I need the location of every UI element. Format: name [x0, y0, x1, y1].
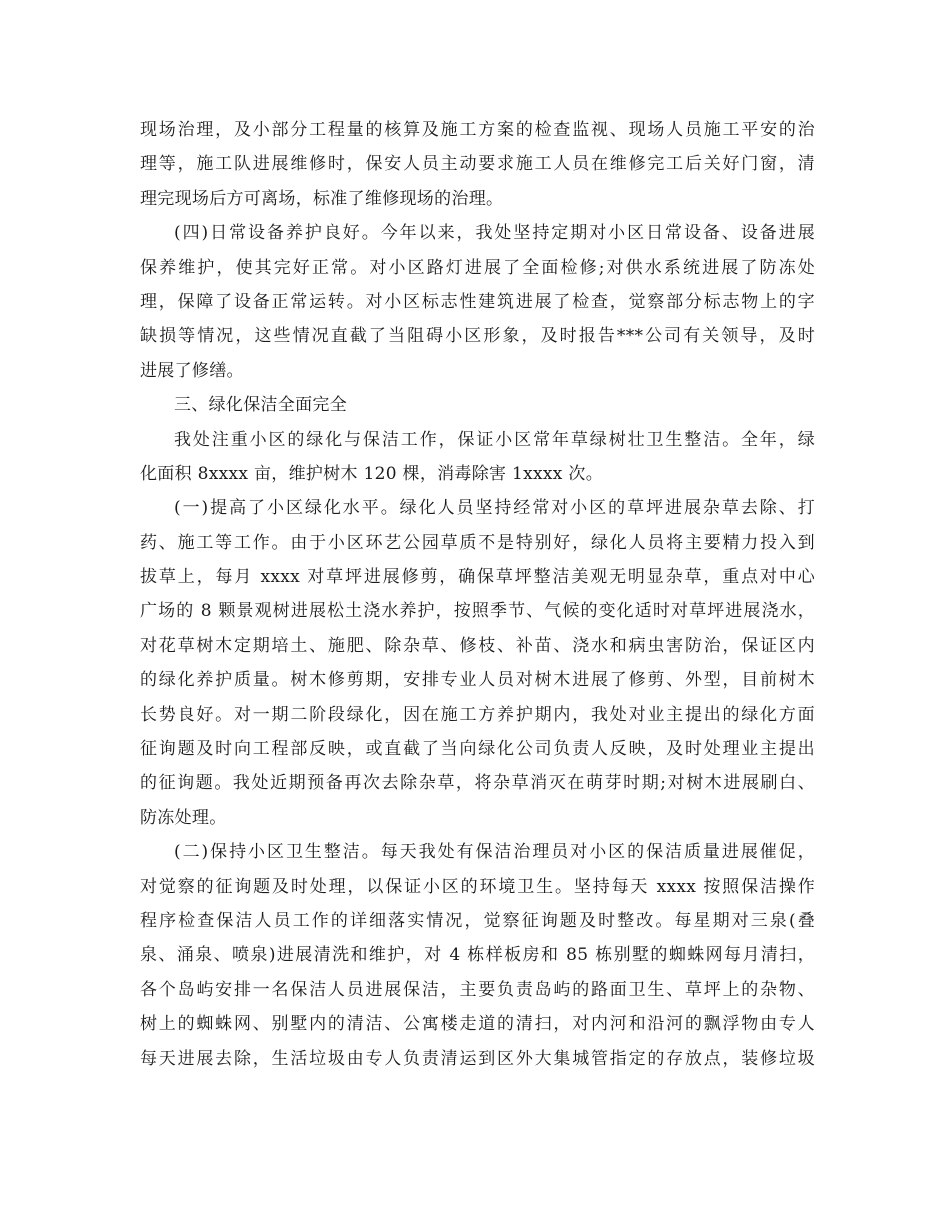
text-line: (一)提高了小区绿化水平。绿化人员坚持经常对小区的草坪进展杂草去除、打: [174, 498, 815, 519]
text-line: 拔草上，每月 xxxx 对草坪进展修剪，确保草坪整洁美观无明显杂草，重点对中心: [140, 567, 815, 588]
text-line: (四)日常设备养护良好。今年以来，我处坚持定期对小区日常设备、设备进展: [174, 223, 815, 244]
text-line: 三、绿化保洁全面完全: [174, 395, 347, 416]
text-line: 防冻处理。: [140, 807, 227, 828]
text-line: 进展了修缮。: [140, 360, 244, 381]
text-line: 征询题及时向工程部反映，或直截了当向绿化公司负责人反映，及时处理业主提出: [140, 739, 815, 760]
text-line: 保养维护，使其完好正常。对小区路灯进展了全面检修;对供水系统进展了防冻处: [140, 257, 815, 278]
text-line: 我处注重小区的绿化与保洁工作，保证小区常年草绿树壮卫生整洁。全年，绿: [174, 429, 815, 450]
text-line: 每天进展去除，生活垃圾由专人负责清运到区外大集城管指定的存放点，装修垃圾: [140, 1048, 815, 1069]
text-line: 理，保障了设备正常运转。对小区标志性建筑进展了检查，觉察部分标志物上的字: [140, 291, 815, 312]
text-line: 现场治理，及小部分工程量的核算及施工方案的检查监视、现场人员施工平安的治: [140, 120, 815, 140]
text-line: 对觉察的征询题及时处理，以保证小区的环境卫生。坚持每天 xxxx 按照保洁操作: [140, 876, 815, 897]
text-line: 长势良好。对一期二阶段绿化，因在施工方养护期内，我处对业主提出的绿化方面: [140, 704, 815, 725]
text-line: 程序检查保洁人员工作的详细落实情况，觉察征询题及时整改。每星期对三泉(叠: [140, 910, 815, 931]
text-line: 理等，施工队进展维修时，保安人员主动要求施工人员在维修完工后关好门窗，清: [140, 154, 815, 175]
text-line: 的绿化养护质量。树木修剪期，安排专业人员对树木进展了修剪、外型，目前树木: [140, 670, 815, 691]
text-line: 理完现场后方可离场，标准了维修现场的治理。: [140, 188, 504, 209]
text-line: 化面积 8xxxx 亩，维护树木 120 棵，消毒除害 1xxxx 次。: [140, 463, 604, 484]
text-line: 树上的蜘蛛网、别墅内的清洁、公寓楼走道的清扫，对内河和沿河的飘浮物由专人: [140, 1014, 815, 1035]
text-line: (二)保持小区卫生整洁。每天我处有保洁治理员对小区的保洁质量进展催促，: [174, 842, 815, 863]
text-line: 对花草树木定期培土、施肥、除杂草、修枝、补苗、浇水和病虫害防治，保证区内: [140, 635, 815, 656]
text-line: 缺损等情况，这些情况直截了当阻碍小区形象，及时报告***公司有关领导，及时: [140, 326, 815, 347]
text-line: 药、施工等工作。由于小区环艺公园草质不是特别好，绿化人员将主要精力投入到: [140, 532, 815, 553]
text-line: 泉、涌泉、喷泉)进展清洗和维护，对 4 栋样板房和 85 栋别墅的蜘蛛网每月清扫，: [140, 945, 815, 966]
document-body: [140, 113, 815, 1076]
text-line: 的征询题。我处近期预备再次去除杂草，将杂草消灭在萌芽时期;对树木进展刷白、: [140, 773, 815, 794]
text-line: 广场的 8 颗景观树进展松土浇水养护，按照季节、气候的变化适时对草坪进展浇水，: [140, 601, 815, 622]
text-line: 各个岛屿安排一名保洁人员进展保洁，主要负责岛屿的路面卫生、草坪上的杂物、: [140, 979, 815, 1000]
